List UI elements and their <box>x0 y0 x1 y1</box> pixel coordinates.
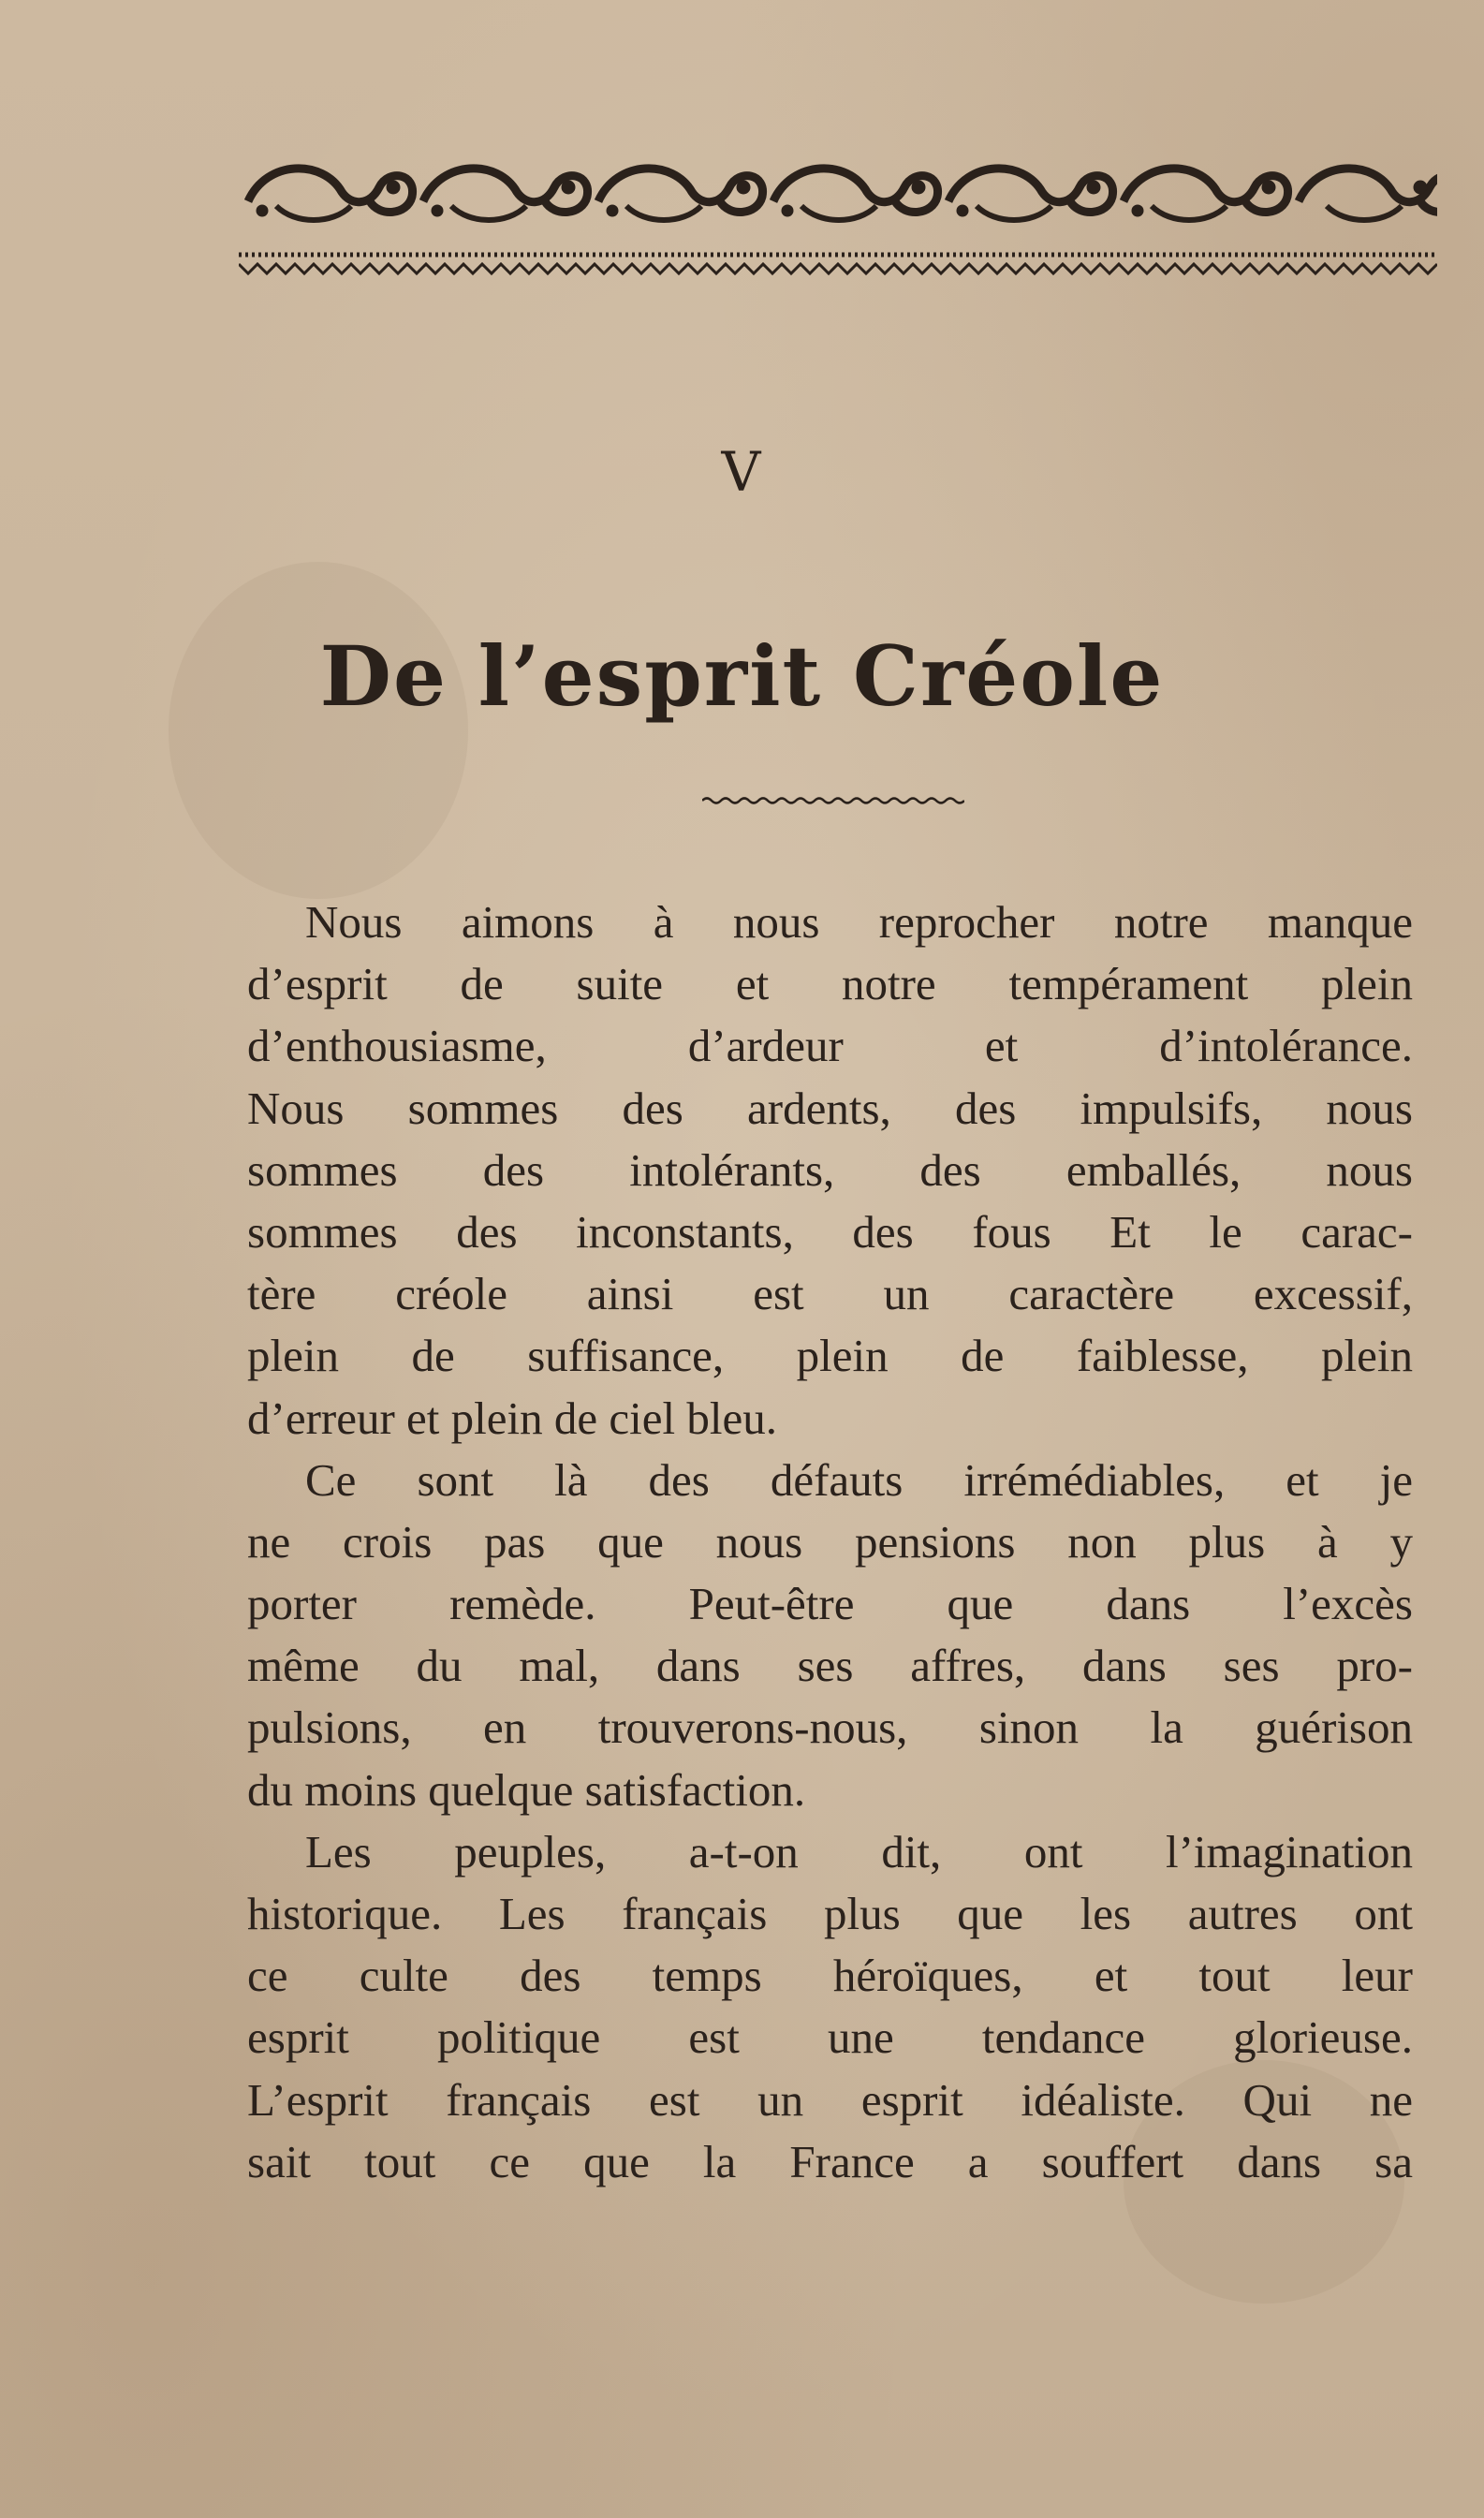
chapter-title: De l’esprit Créole <box>319 627 1165 725</box>
text-line: sommes des intolérants, des emballés, nous <box>247 1143 1413 1196</box>
text-line: porter remède. Peut-être que dans l’excès <box>247 1578 1413 1630</box>
chapter-number: V <box>721 440 763 504</box>
text-line: Nous sommes des ardents, des impulsifs, nous <box>247 1082 1413 1134</box>
text-line: Les peuples, a-t-on dit, ont l’imagination <box>305 1825 1413 1877</box>
text-line: pulsions, en trouverons-nous, sinon la guérison <box>247 1701 1413 1754</box>
text-line: Ce sont là des défauts irrémédiables, et je <box>305 1453 1413 1506</box>
chapter-body <box>247 891 1413 2193</box>
text-line: sommes des inconstants, des fous Et le carac- <box>247 1205 1413 1258</box>
text-line: d’erreur et plein de ciel bleu. <box>247 1392 777 1444</box>
text-line: même du mal, dans ses affres, dans ses pro- <box>247 1640 1413 1692</box>
text-line: plein de suffisance, plein de faiblesse, plein <box>247 1330 1413 1382</box>
text-line: esprit politique est une tendance glorieuse. <box>247 2011 1413 2064</box>
ornament-motif <box>248 169 413 220</box>
text-line: sait tout ce que la France a souffert dans sa <box>247 2135 1413 2187</box>
title-wavy-rule <box>702 794 964 807</box>
floral-ornament-band <box>239 150 1437 290</box>
text-line: L’esprit français est un esprit idéaliste. Qui ne <box>247 2073 1413 2126</box>
paper-stain <box>169 562 468 899</box>
text-line: du moins quelque satisfaction. <box>247 1763 806 1816</box>
text-line: tère créole ainsi est un caractère excessif, <box>247 1268 1413 1320</box>
text-line: d’enthousiasme, d’ardeur et d’intolérance. <box>247 1020 1413 1072</box>
text-line: d’esprit de suite et notre tempérament plein <box>247 958 1413 1010</box>
text-line: ce culte des temps héroïques, et tout leur <box>247 1950 1413 2002</box>
text-line: ne crois pas que nous pensions non plus à y <box>247 1515 1413 1568</box>
text-line: Nous aimons à nous reprocher notre manque <box>305 896 1413 948</box>
text-line: historique. Les français plus que les autres ont <box>247 1888 1413 1939</box>
